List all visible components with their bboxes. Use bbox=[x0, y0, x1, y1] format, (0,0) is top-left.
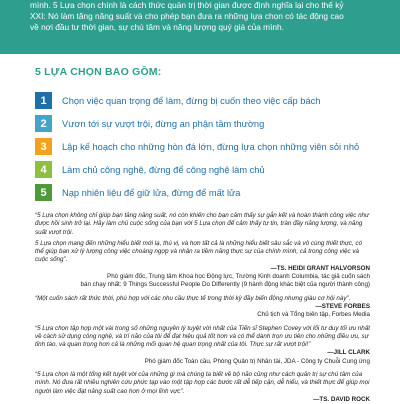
choices-list bbox=[35, 92, 370, 207]
choice-label: Làm chủ công nghệ, đừng để công nghệ làm chủ bbox=[62, 164, 265, 175]
intro-line-2: XXI: Nó làm tăng năng suất và cho phép bạn đưa ra những lựa chọn có tác động cao bbox=[30, 11, 344, 21]
choice-number: 3 bbox=[35, 138, 52, 155]
choice-item-2 bbox=[35, 115, 370, 132]
quote-text: “5 Lựa chọn tập hợp một vài trong số những nguyên lý tuyệt vời nhất của Tiến sĩ Stephen Covey với lối tư duy tối ưu nhất về cách sử dụng công nghệ, và trí não của tôi để đạt hiệu quả tốt hơn và có thể dành trọn ưu tiên cho những điều ưu, sự tỉnh táo, và quan trọng hơn cả là những mối quan hệ quan trọng nhất của tôi. Thực sự rất vượt trội!” bbox=[35, 324, 370, 349]
quote-text: “5 Lựa chọn là một tổng kết tuyệt vời của những gì mà chúng ta biết về bộ não cũng như cách quản trị sự chú tâm của mình. Nó đưa rất nhiều nghiên cứu phức tạp vào một tập hợp các bước rất dễ tiếp cận, dễ hiểu, và thiết thực để giúp mọi người làm việc đạt năng suất cao hơn ở mọi lĩnh vực”. bbox=[35, 371, 370, 395]
choice-item-5 bbox=[35, 184, 370, 201]
choice-number: 5 bbox=[35, 184, 52, 201]
quote-author-title: Phó giám đốc, Trung tâm Khoa học Động lực, Trường Kinh doanh Columbia, tác giả cuốn sách bbox=[107, 273, 370, 281]
choice-number: 2 bbox=[35, 115, 52, 132]
quote-author: —TS. DAVID ROCK bbox=[313, 395, 370, 403]
section-title: 5 LỰA CHỌN BAO GỒM: bbox=[35, 66, 162, 78]
quote-author-title: Phó giám đốc Toàn cầu, Phòng Quản trị Nhân tài, JDA - Công ty Chuỗi Cung ứng bbox=[144, 357, 370, 365]
choice-label: Vươn tới sự vượt trội, đừng an phận tầm thường bbox=[62, 118, 265, 129]
quote-author: —TS. HEIDI GRANT HALVORSON bbox=[270, 264, 370, 272]
quote-author-title: Chủ tịch và Tổng biên tập, Forbes Media bbox=[257, 311, 370, 319]
choice-number: 4 bbox=[35, 161, 52, 178]
quote-author: —JILL CLARK bbox=[327, 349, 370, 357]
choice-item-4 bbox=[35, 161, 370, 178]
choice-label: Lập kế hoạch cho những hòn đá lớn, đừng lựa chọn những viên sỏi nhỏ bbox=[62, 141, 360, 152]
quote-author: —STEVE FORBES bbox=[315, 302, 370, 310]
intro-line-3: về nơi đầu tư thời gian, sự chú tâm và năng lượng quý giá của mình. bbox=[30, 22, 284, 32]
testimonials bbox=[35, 212, 370, 404]
choice-item-3 bbox=[35, 138, 370, 155]
quote-text: “5 Lựa chọn không chỉ giúp bạn tăng năng suất, nó còn khiến cho bạn cảm thấy sự gắn kết và hoàn thành công việc như được hồi sinh trở lại. Hãy làm chủ cuộc sống của bạn với 5 Lựa chọn để cảm thấy tự tin, tràn đầy năng lượng, và năng suất vượt trội. bbox=[35, 212, 369, 236]
choice-label: Chọn việc quan trọng để làm, đừng bị cuốn theo việc cấp bách bbox=[62, 95, 321, 106]
choice-label: Nạp nhiên liệu để giữ lửa, đừng để mất lửa bbox=[62, 187, 241, 198]
quote-author-title: bán chạy nhất: 9 Things Successful People Do Differently (9 hành động khác biệt của người thành công) bbox=[80, 281, 370, 289]
choice-item-1 bbox=[35, 92, 370, 109]
quote-text: 5 Lựa chọn mang đến những hiểu biết mới lạ, thú vị, và hơn tất cả là những hiểu biết sâu sắc và vô cùng thiết thực, có thể giúp bạn xử lý lượng công việc choáng ngợp và nhận ra tiềm năng thực sự của chính mình, cả trong công việc và cuộc sống”. bbox=[35, 239, 363, 264]
intro-line-1: mình. 5 Lựa chọn chính là cách thức quản trị thời gian được định nghĩa lại cho thế kỷ bbox=[30, 0, 344, 10]
intro-text bbox=[30, 0, 370, 33]
choice-number: 1 bbox=[35, 92, 52, 109]
quote-text: “Một cuốn sách rất thức thời, phù hợp với các nhu cầu thực tế trong thời kỳ đầy biến động nhưng giàu cơ hội này”. bbox=[35, 294, 351, 302]
